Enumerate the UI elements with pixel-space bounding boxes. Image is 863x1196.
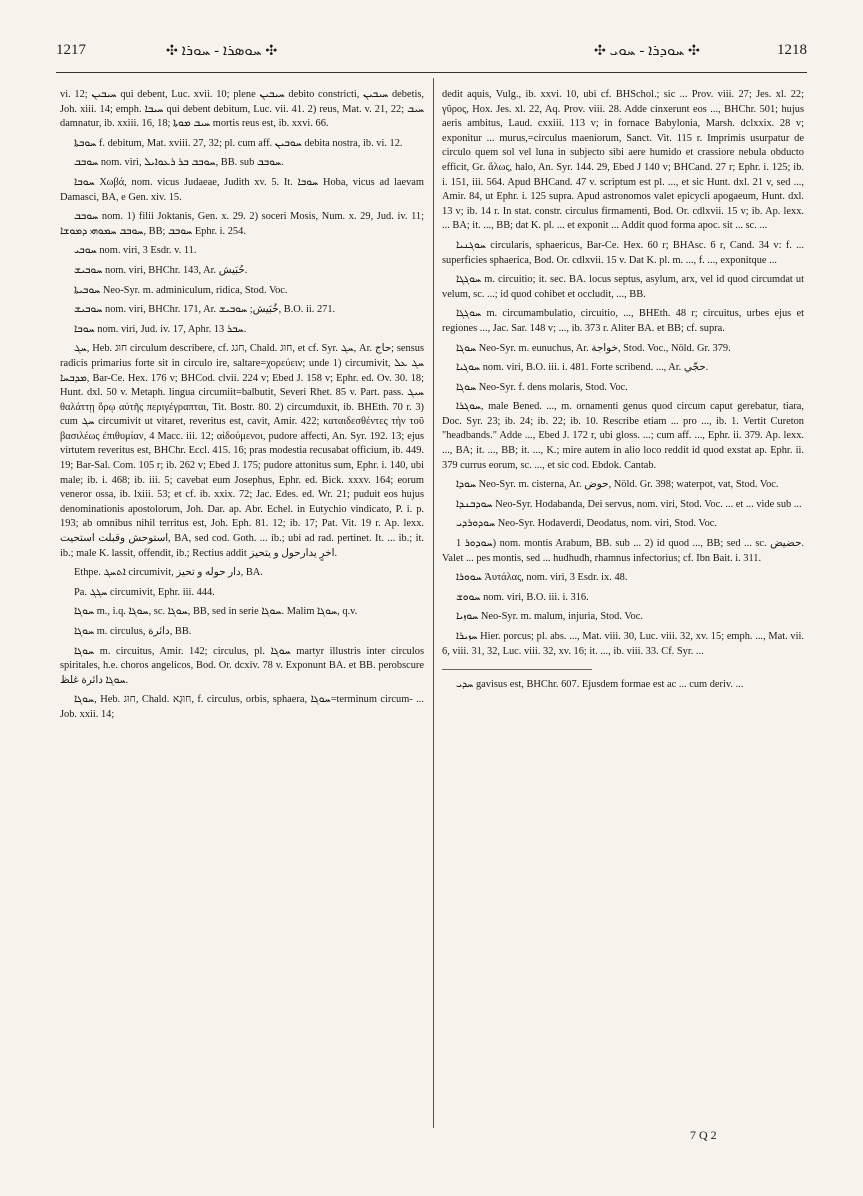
- entry-l6: ܚܘܒܝܫ nom. viri, BHChr. 143, Ar. حُبَيش.: [74, 264, 248, 276]
- header-rule: [56, 72, 807, 73]
- entry-l13: ܚܘܓܐ m., i.q. ܚܘܓܐ, sc. ܚܘܓܐ, BB, sed in serie ܚܘܓܐ. Malim ܚܘܓܐ, q.v.: [74, 606, 358, 618]
- entry-r10: ܚܘܕܘܪܕܝ Neo-Syr. Hodaverdi, Deodatus, nom. viri, Stod. Voc.: [456, 518, 717, 530]
- entry-r2: ܚܘܓܓܐ m. circuitio; it. sec. BA. locus septus, asylum, arx, vel id quod circumdat ut velum, sc. ...; id quod cohibet et occludit, ..., BB.: [442, 274, 804, 300]
- entry-r4: ܚܘܓܐ Neo-Syr. m. eunuchus, Ar. خواجة, Stod. Voc., Nöld. Gr. 379.: [456, 342, 731, 354]
- running-head-right: ✣ ܚܘܕܪܐ - ܚܘܝ ✣: [594, 43, 700, 59]
- entry-r15: ܚܙܝܪܐ Hier. porcus; pl. abs. ..., Mat. viii. 30, Luc. viii. 32, xv. 15; emph. ..., Mat. vii. 6, viii. 31, 32, Luc. viii. 32, xv. 16; it. ..., ib. viii. 33. Cf. Syr. ...: [442, 631, 804, 657]
- entry-l7: ܚܘܒܝܬܐ Neo-Syr. m. adminiculum, ridica, Stod. Voc.: [74, 284, 288, 296]
- entry-l12: Pa. ܚܓܓ circumivit, Ephr. iii. 444.: [74, 586, 215, 598]
- entry-r12: ܚܘܘܪܐ Ἀυτάλας, nom. viri, 3 Esdr. ix. 48.: [456, 572, 628, 584]
- entry-l14: ܚܘܓܐ m. circulus, دائرة, BB.: [74, 626, 192, 637]
- section-separator: [442, 669, 592, 670]
- entry-l11: Ethpe. ܐܬܚܓ circumivit, دار حوله و تحيز, BA.: [74, 567, 263, 579]
- entry-l0: vi. 12; ܚܝܒܝܢ qui debent, Luc. xvii. 10; plene ܚܝܒܝܢ debito constricti, ܚܝܒܝܢ debetis, Joh. xiii. 14; emph. ܚܝܒܐ qui debent debitum, Luc. vii. 41. 2) reus, Mat. v. 21, 22; ܚܝܒ damnatur, ib. xxiii. 16, 18; ܚܝܒ ܡܘܬܐ mortis reus est, ib. xxvi. 66.: [60, 89, 425, 130]
- entry-l1: ܚܘܒܬܐ f. debitum, Mat. xviii. 27, 32; pl. cum aff. ܚܘܒܝܢ debita nostra, ib. vi. 12.: [74, 137, 403, 149]
- entry-l9: ܚܘܒܐ nom. viri, Jud. iv. 17, Aphr. ܚܒܪ 13.: [74, 323, 247, 335]
- running-head-left: ✣ ܚܘܣܪܐ - ܚܘܪܐ ✣: [166, 43, 278, 59]
- entry-r16: ܚܕܝ gavisus est, BHChr. 607. Ejusdem formae est ac ... cum deriv. ...: [456, 679, 744, 691]
- column-divider: [433, 78, 434, 1128]
- entry-l8: ܚܘܒܝܫ nom. viri, BHChr. 171, Ar. خُبَيش; ܚܘܒܝܫ, B.O. ii. 271.: [74, 304, 336, 316]
- entry-r9: ܚܘܕܒܢܕܐ Neo-Syr. Hodabanda, Dei servus, nom. viri, Stod. Voc. ... et ... vide sub ...: [456, 498, 802, 510]
- entry-r5: ܚܘܓܝܐ nom. viri, B.O. iii. i. 481. Forte scribend. ..., Ar. حجّي.: [456, 362, 709, 374]
- entry-l10: ܚܓ, Heb. חוּג circulum describere, cf. חגג, Chald. חוּג, et cf. Syr. ܚܓ, Ar. حاج; sensus radicis primarius forte sit in circulo ire, saltare=χορεύειν; unde 1) circumivit, ܚܓ ܥܠ ܡܕܒܚܐ, Bar-Ce. Hex. 176 v; BHCod. clvii. 224 v; Ebed J. 158 v; Ephr. ed. Ov. 30. 18; Hunt. dxl. 50 v. Metaph. lingua circumiit=balbutit, Severi Rhet. 85 v. Part. pass. ܚܝܓ θαλάττῃ ὅρῳ αὐτῆς περιγέγραπται, Tit. Bostr. 80. 2) circumduxit, ib. BHEth. 70 r. 3) cum ܚܓ circumivit ut vitaret, reveritus est, cavit, Amir. 422; καταιδεσθέντες τὴν τοῦ βασιλέως ἐπιθυμίαν, 4 Macc. iii. 12; αἰδούμενοι, pudore affecti, An. Syr. 192. 13; ejus virtutem reveritus est, BHChr. Eccl. 415. 16; pras modestia recusabat officium, ib. 449. 19; Bar-Sal. Com. 105 r; ib. 262 v; Ebed J. 175; pudore attonitus sum, Ephr. i. 140, ubi male; ib. i. 468; ib. iii. 5; cavebat eum Josephus, Ephr. ed. Bick. xxxv. 164; eorum veneror ossa, ib. lxiii. 53; et cf. ib. xxix. 72; Jac. Edes. ed. Wr. 21; puduit eos hujus denominationis apostolorum, Joh. Dar. ap. Abr. Echel. in Eutychio vindicato, P. i. p. 193; ab omnibus nihil territus est, Joh. Eph. 81. 12; ib. 17; Pat. Vit. 19 r. Ap. lexx. استوحش وقبلت استحيت, BA, sed cod. Goth. ... ib.; ubi ad rad. pertinet. It. ... ib.; it. ib.; male K. lassit, offendit, ib.; Rectius addit اخرٍ يدارحول و يتحيز.: [60, 343, 425, 559]
- entry-l3: ܚܘܒܐ Χωβά, nom. vicus Judaeae, Judith xv. 5. It. ܚܘܒܐ Hoba, vicus ad laevam Damasci, BA, e Gen. xiv. 15.: [60, 176, 424, 203]
- entry-r6: ܚܘܓܐ Neo-Syr. f. dens molaris, Stod. Voc.: [456, 381, 628, 393]
- left-column: [60, 88, 424, 728]
- entry-r8: ܚܘܕܐ Neo-Syr. m. cisterna, Ar. حوض, Nöld. Gr. 398; waterpot, vat, Stod. Voc.: [456, 479, 779, 491]
- entry-r0: dedit aquis, Vulg., ib. xxvi. 10, ubi cf. BHSchol.; sic ... Prov. viii. 27; Jes. xl. 22; γῦρος, Hox. Jes. xl. 22, Aq. Prov. viii. 28. Adde cinxerunt eos ..., BHChr. 501; hujus aeris ambitus, Laud. cxxiii. 113 v; in fornace Babylonia, Marsh. dclxxix. 28 v; exponitur ... murus,=circulus maeniorum, Sanct. Vit. 115 r. Imprimis usurpatur de circulo quem sol vel luna in subjecto sibi aere humido et crassiore nebula obducto efficit, Gr. ἅλως, halo, An. Syr. 144. 29, Ebed J 140 v; BHCand. 27 r; Ephr. i. 125; ib. i. 151, iii. 564. Apud BHCand. 47 v. scriptum est pl. ..., et sic Hunt. dxl. 21 v, sed ..., Amir. 84, ut Ephr. i. 125 supra. Apud astronomos valet epicycli apogaeum, Hunt. dxl. 13 v; ib. 14 r. In stat. constr. circulus firmamenti, Bod. Or. cdlxvii. 15 v; ib. Ap. lexx. ... BA; it. ..., BB; dat K. pl. ... et exponit ... Addit quod forma apoc. sit ... sc. ...: [442, 89, 804, 232]
- page-header: [56, 42, 807, 64]
- signature-mark: 7 Q 2: [690, 1128, 717, 1142]
- entry-r13: ܚܘܘܫ nom. viri, B.O. iii. i. 316.: [456, 591, 589, 603]
- entry-l15: ܚܘܓܐ m. circuitus, Amir. 142; circulus, pl. ܚܘܓܐ martyr illustris inter circulos spiritales, h.e. choros angelicos, Bod. Or. dcxiv. 78 v. Exponunt BA. et BB. perobscure ܚܘܓܐ دائرة غلظ.: [60, 645, 425, 686]
- entry-r1: ܚܘܓܢܝܐ circularis, sphaericus, Bar-Ce. Hex. 60 r; BHAsc. 6 r, Cand. 34 v: f. ... superficies sphaerica, Bod. Or. cdlxvii. 15 v. Dat K. pl. m. ..., f. ..., exponitque ...: [442, 239, 804, 266]
- entry-r11: ܚܘܕܘܪ 1) nom. montis Arabum, BB. sub ... 2) id quod ..., BB; sed ... sc. حضيض. Valet ... pes montis, sed ... hudhudh, rhamnus infectorius; cf. Ibn Bait. i. 311.: [442, 538, 804, 564]
- entry-l5: ܚܘܒܝ nom. viri, 3 Esdr. v. 11.: [74, 245, 197, 257]
- entry-l2: ܚܘܒܒ nom. viri, ܚܘܒܒ ܒܪ ܪܥܘܐܝܠ, BB. sub ܚܘܒܒ.: [74, 157, 284, 169]
- page-number-left: 1217: [56, 42, 86, 58]
- page-number-right: 1218: [777, 42, 807, 58]
- entry-l4: ܚܘܒܒ nom. 1) filii Joktanis, Gen. x. 29. 2) soceri Mosis, Num. x. 29, Jud. iv. 11; ܚܘܒܒ ܚܡܘܗܝ ܕܡܘܫܐ, BB; ܚܘܒܒ Ephr. i. 254.: [60, 211, 424, 237]
- entry-l16: ܚܘܓܐ, Heb. חוּג, Chald. חוּגָא, f. circulus, orbis, sphaera, ܚܘܓܐ=terminum circum- ... Job. xxii. 14;: [60, 694, 425, 720]
- right-column: [442, 88, 804, 698]
- entry-r3: ܚܘܓܓܐ m. circumambulatio, circuitio, ..., BHEth. 48 r; circuitus, urbes ejus et regiones ..., Jac. Sar. 148 v; ..., ib. 373 r. Aliter BA. et BB; cf. supra.: [442, 308, 804, 334]
- entry-r14: ܚܘܙܝܐ Neo-Syr. m. malum, injuria, Stod. Voc.: [456, 611, 643, 623]
- entry-r7: ܚܘܓܪܐ, male Bened. ..., m. ornamenti genus quod circum caput gerebatur, tiara, Doc. Syr. 23; ib. 24; ib. 22; ib. 10. Rescribe etiam ... pro ..., ib. 1. Vertit Cureton "headbands." Adde ..., Ebed J. 172 r, ubi gloss. ...; cum aff. ..., Ephr. ii. 379. Ap. lexx. ..., BA; it. ..., BB; it. ..., K.; mire autem in alio loco reddit id quod exstat ap. Ephr. ii. 379 currus eorum, sc. ..., et sic cod. Ebdok. Cantab.: [442, 401, 804, 471]
